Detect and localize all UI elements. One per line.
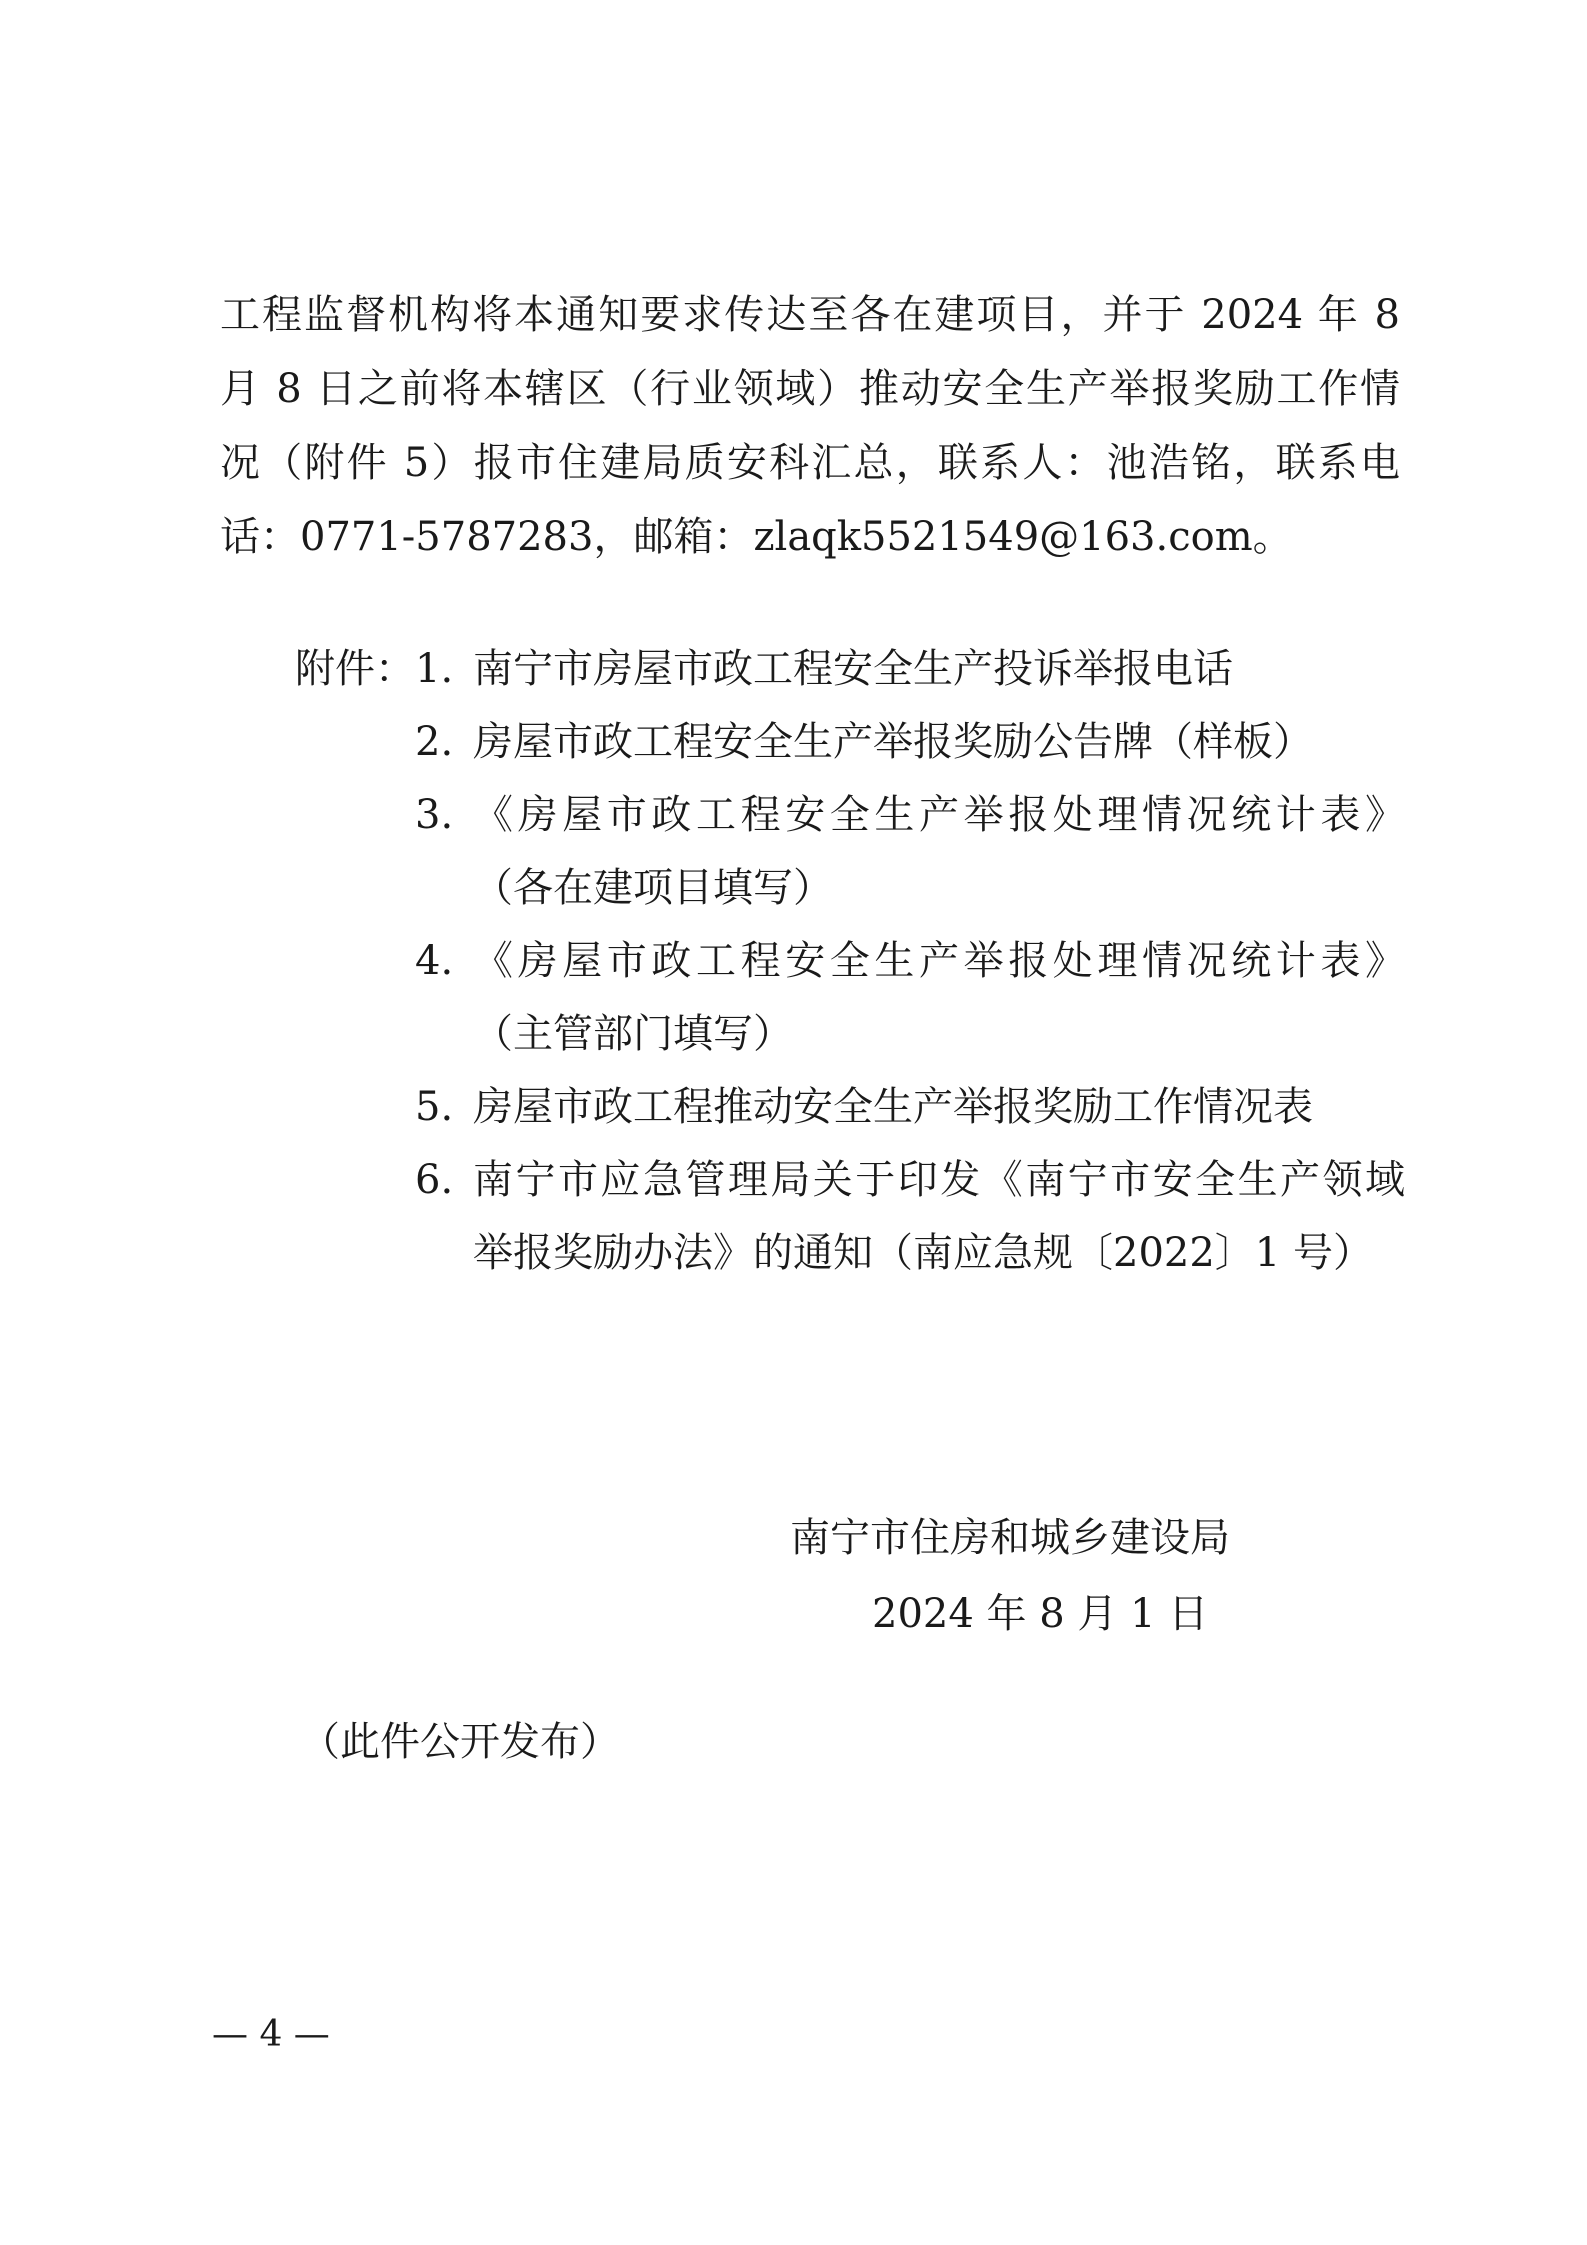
attachment-title: 房屋市政工程安全生产举报奖励公告牌（样板） (473, 719, 1313, 765)
attachment-item-2 (295, 706, 1405, 779)
attachment-item-5 (295, 1071, 1405, 1144)
attachment-number: 1. (415, 646, 454, 692)
attachment-title: 南宁市房屋市政工程安全生产投诉举报电话 (473, 646, 1233, 692)
attachment-item-3 (295, 779, 1405, 852)
attachment-item-6-continuation (295, 1217, 1405, 1290)
attachment-item-3-continuation (295, 852, 1405, 925)
attachment-title: 南宁市应急管理局关于印发《南宁市安全生产领域 (473, 1157, 1405, 1203)
issue-date: 2024 年 8 月 1 日 (872, 1591, 1209, 1637)
publication-note: （此件公开发布） (300, 1719, 620, 1765)
attachment-number: 6. (415, 1157, 454, 1203)
body-line-4: 话：0771-5787283，邮箱：zlaqk5521549@163.com。 (220, 514, 1293, 560)
attachment-title-continuation: 举报奖励办法》的通知（南应急规〔2022〕1 号） (473, 1230, 1373, 1276)
attachments-list (295, 633, 1405, 1290)
body-paragraph (220, 278, 1400, 574)
attachment-title-continuation: （各在建项目填写） (473, 865, 833, 911)
attachment-number: 2. (415, 719, 454, 765)
attachment-number: 4. (415, 938, 454, 984)
attachment-title: 房屋市政工程推动安全生产举报奖励工作情况表 (473, 1084, 1313, 1130)
attachment-item-1 (295, 633, 1405, 706)
attachment-item-4 (295, 925, 1405, 998)
body-line-3: 况（附件 5）报市住建局质安科汇总，联系人：池浩铭，联系电 (220, 440, 1400, 486)
body-line-1: 工程监督机构将本通知要求传达至各在建项目，并于 2024 年 8 (220, 292, 1400, 338)
attachment-title-continuation: （主管部门填写） (473, 1011, 793, 1057)
attachment-title: 《房屋市政工程安全生产举报处理情况统计表》 (473, 792, 1405, 838)
attachment-item-6 (295, 1144, 1405, 1217)
signature-block (790, 1500, 1270, 1652)
attachments-label: 附件： (295, 646, 415, 692)
page-number: — 4 — (212, 2014, 330, 2055)
issuing-organization: 南宁市住房和城乡建设局 (790, 1515, 1230, 1561)
attachment-number: 5. (415, 1084, 454, 1130)
attachment-number: 3. (415, 792, 454, 838)
attachment-item-4-continuation (295, 998, 1405, 1071)
body-line-2: 月 8 日之前将本辖区（行业领域）推动安全生产举报奖励工作情 (220, 366, 1400, 412)
attachment-title: 《房屋市政工程安全生产举报处理情况统计表》 (473, 938, 1405, 984)
